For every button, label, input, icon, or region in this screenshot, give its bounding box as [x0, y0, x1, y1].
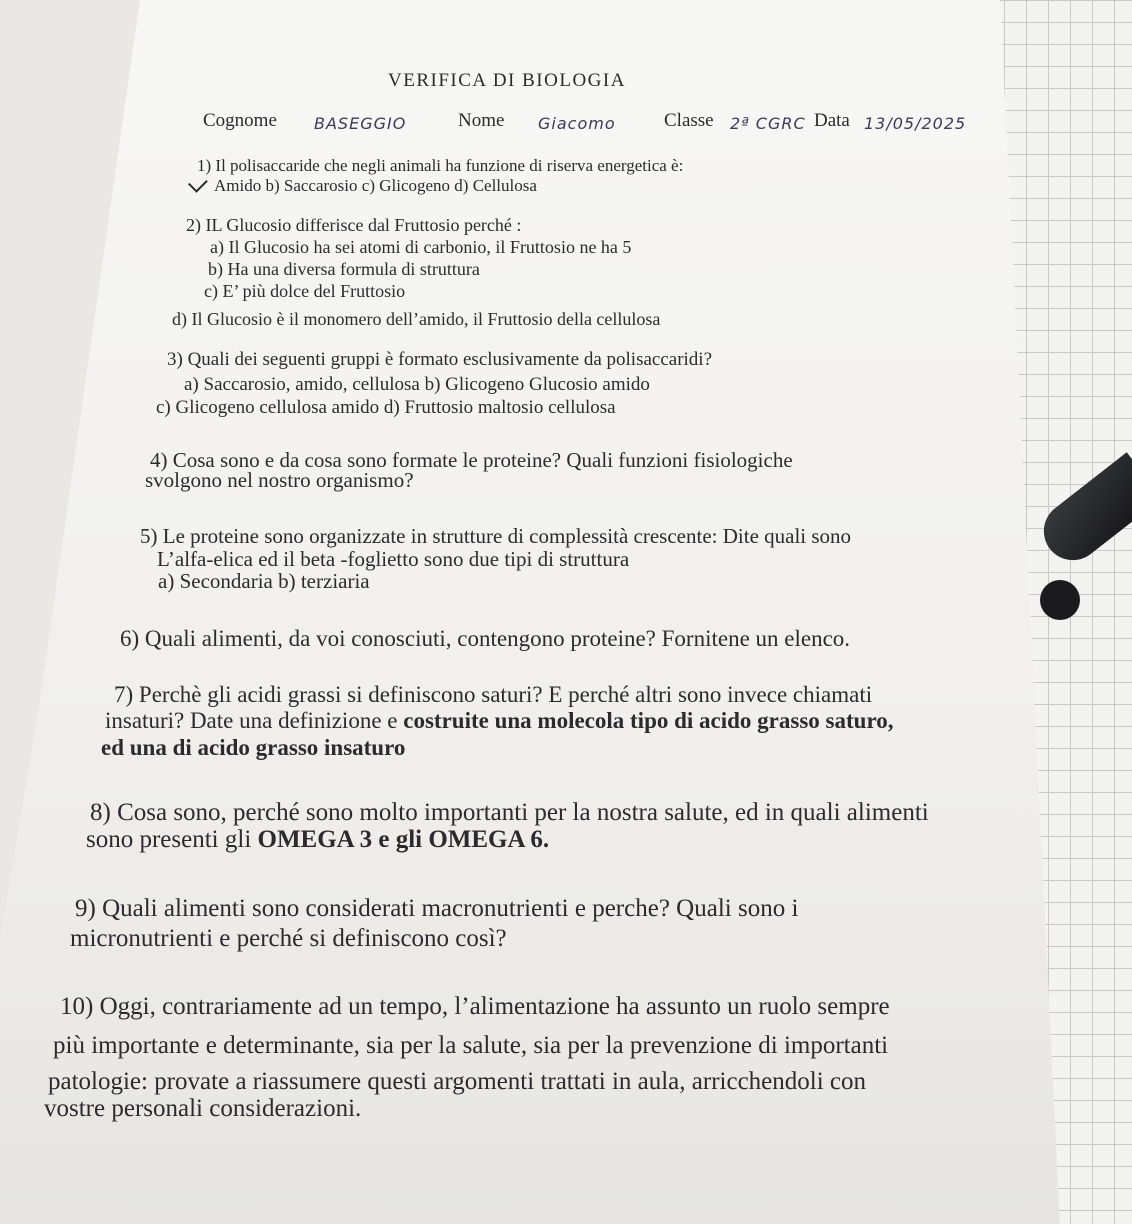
question-1-options	[192, 176, 537, 196]
question-1: 1) Il polisaccaride che negli animali ha funzione di riserva energetica è:	[197, 156, 684, 175]
question-1-options-text: Amido b) Saccarosio c) Glicogeno d) Cellulosa	[214, 176, 537, 195]
question-4-line-2: svolgono nel nostro organismo?	[145, 468, 414, 492]
question-8-line-2-plain: sono presenti gli	[86, 826, 258, 853]
question-9-line-1: 9) Quali alimenti sono considerati macronutrienti e perche? Quali sono i	[75, 895, 799, 922]
question-2-option-b: b) Ha una diversa formula di struttura	[208, 259, 480, 279]
question-2: 2) IL Glucosio differisce dal Fruttosio perché :	[186, 215, 522, 235]
question-9-line-2: micronutrienti e perché si definiscono così?	[70, 925, 507, 952]
cognome-value: BASEGGIO	[314, 114, 407, 133]
question-10-line-3: patologie: provate a riassumere questi argomenti trattati in aula, arricchendoli con	[48, 1068, 866, 1095]
question-7-line-2	[105, 708, 893, 734]
question-2-option-d: d) Il Glucosio è il monomero dell’amido, il Fruttosio della cellulosa	[172, 309, 661, 329]
data-label: Data	[814, 110, 850, 131]
cognome-label: Cognome	[203, 110, 277, 131]
question-10-line-1: 10) Oggi, contrariamente ad un tempo, l’alimentazione ha assunto un ruolo sempre	[60, 993, 890, 1020]
question-3: 3) Quali dei seguenti gruppi è formato esclusivamente da polisaccaridi?	[167, 349, 713, 370]
nome-value: Giacomo	[538, 114, 616, 133]
question-7-line-3: ed una di acido grasso insaturo	[101, 735, 406, 760]
question-10-line-4: vostre personali considerazioni.	[44, 1095, 362, 1122]
question-7-line-2-bold: costruite una molecola tipo di acido grasso saturo,	[403, 708, 894, 733]
pen-cap	[1040, 580, 1080, 620]
question-5-line-1: 5) Le proteine sono organizzate in strutture di complessità crescente: Dite quali sono	[140, 524, 852, 548]
question-8-line-1: 8) Cosa sono, perché sono molto importanti per la nostra salute, ed in quali alimenti	[90, 799, 929, 826]
question-2-option-c: c) E’ più dolce del Fruttosio	[204, 281, 406, 301]
question-3-options-cd: c) Glicogeno cellulosa amido d) Fruttosio maltosio cellulosa	[156, 397, 616, 418]
data-value: 13/05/2025	[864, 114, 967, 133]
question-5-line-2: L’alfa-elica ed il beta -foglietto sono due tipi di struttura	[157, 547, 630, 571]
question-2-option-a: a) Il Glucosio ha sei atomi di carbonio, il Fruttosio ne ha 5	[210, 237, 632, 257]
classe-label: Classe	[664, 110, 714, 131]
question-4-line-1: 4) Cosa sono e da cosa sono formate le proteine? Quali funzioni fisiologiche	[150, 448, 793, 472]
question-3-options-ab: a) Saccarosio, amido, cellulosa b) Glicogeno Glucosio amido	[184, 374, 650, 395]
question-7-line-2-plain: insaturi? Date una definizione e	[105, 708, 404, 733]
classe-value: 2ª CGRC	[730, 114, 806, 133]
question-8-line-2	[86, 826, 549, 854]
nome-label: Nome	[458, 110, 505, 131]
question-8-line-2-bold: OMEGA 3 e gli OMEGA 6.	[257, 826, 550, 853]
document-title: VERIFICA DI BIOLOGIA	[388, 70, 626, 91]
question-5-options: a) Secondaria b) terziaria	[158, 569, 370, 593]
question-7-line-1: 7) Perchè gli acidi grassi si definiscono saturi? E perché altri sono invece chiamati	[114, 682, 873, 707]
question-6: 6) Quali alimenti, da voi conosciuti, contengono proteine? Fornitene un elenco.	[120, 626, 851, 651]
question-10-line-2: più importante e determinante, sia per la salute, sia per la prevenzione di importanti	[53, 1032, 889, 1059]
